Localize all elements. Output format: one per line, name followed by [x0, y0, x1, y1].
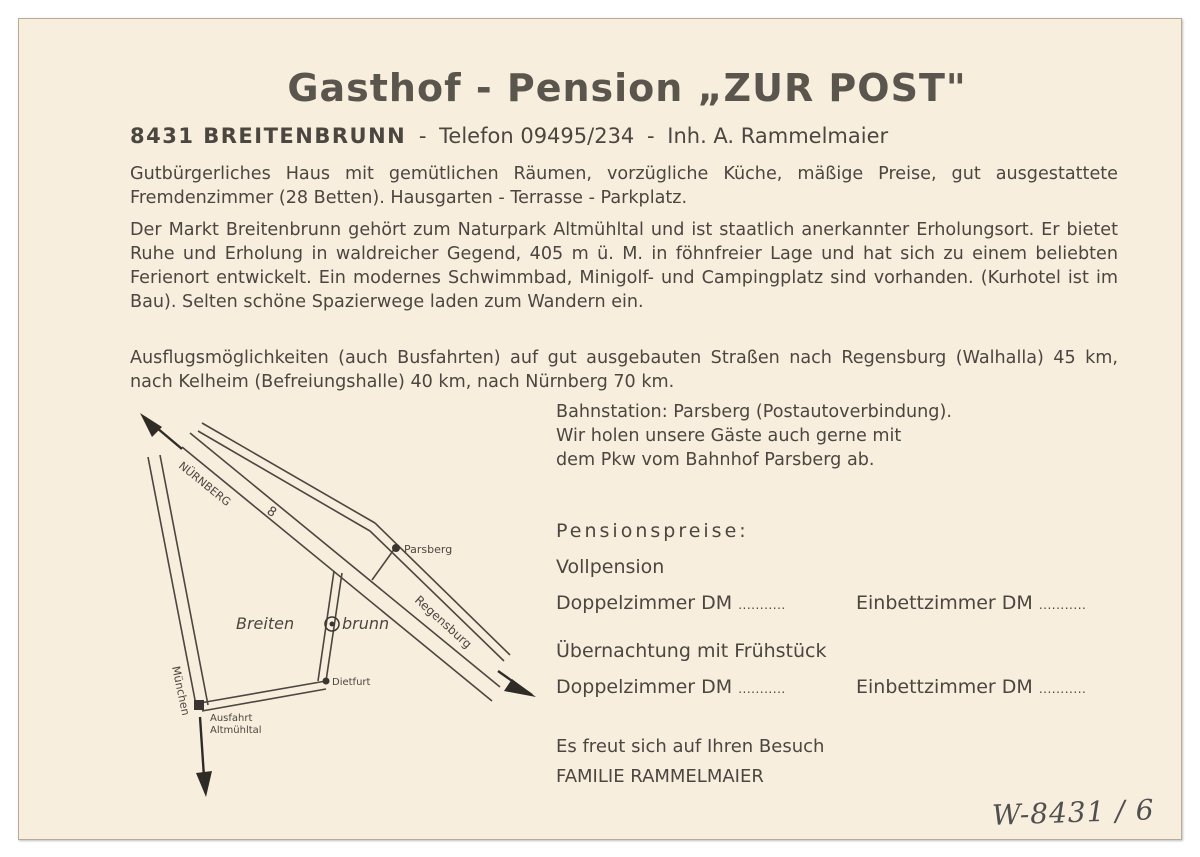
highway-line	[190, 433, 500, 687]
highway-line	[182, 447, 492, 701]
map-label-nuernberg: NÜRNBERG	[176, 459, 234, 509]
exit-marker-icon	[194, 700, 204, 710]
full-board-prices	[556, 592, 1087, 614]
map-label-regensburg: Regensburg	[411, 592, 475, 652]
arrow-nuernberg-icon	[140, 413, 162, 437]
closing-signature: FAMILIE RAMMELMAIER	[556, 766, 764, 787]
excursions-paragraph: Ausflugsmöglichkeiten (auch Busfahrten) auf gut ausgebauten Straßen nach Regensburg (Walhalla) 45 km, nach Kelheim (Befreiungshalle) 40 km, nach Nürnberg 70 km.	[130, 348, 1118, 392]
price-blank: ...........	[738, 682, 786, 696]
station-line: Bahnstation: Parsberg (Postautoverbindung).	[556, 402, 952, 422]
separator: -	[646, 124, 655, 148]
parsberg-marker-icon	[392, 544, 400, 552]
phone-number: Telefon 09495/234	[439, 124, 635, 148]
single-room-label: Einbettzimmer DM	[856, 676, 1033, 698]
connector-road	[372, 548, 395, 580]
connector-road	[326, 573, 342, 681]
munich-road-line	[160, 455, 208, 705]
dietfurt-marker-icon	[323, 678, 330, 685]
single-room-price	[856, 676, 1086, 698]
price-blank: ...........	[1038, 598, 1087, 612]
town-name: 8431 BREITENBRUNN	[130, 124, 407, 148]
double-room-label: Doppelzimmer DM	[556, 676, 733, 698]
single-room-label: Einbettzimmer DM	[856, 592, 1033, 614]
map-label-parsberg: Parsberg	[404, 543, 453, 556]
map-label-exit: Ausfahrt	[210, 713, 253, 724]
map-label-breiten: Breiten	[236, 614, 295, 633]
full-board-label: Vollpension	[556, 556, 665, 578]
station-line: Wir holen unsere Gäste auch gerne mit	[556, 426, 902, 446]
station-info	[556, 400, 952, 472]
federal-road-line	[202, 423, 375, 523]
map-label-exit-name: Altmühltal	[210, 725, 262, 736]
prices-heading: Pensionspreise:	[556, 520, 749, 542]
route-map	[130, 405, 550, 805]
map-label-dietfurt: Dietfurt	[332, 677, 371, 688]
location-paragraph: Der Markt Breitenbrunn gehört zum Naturpark Altmühltal und ist staatlich anerkannter Erholungsort. Er bietet Ruhe und Erholung in waldreicher Gegend, 405 m ü. M. in föhnfreier Lage und hat sich zu einem beliebten Ferienort entwickelt. Ein modernes Schwimmbad, Minigolf- und Campingplatz sind vorhanden. (Kurhotel ist im Bau). Selten schöne Spazierwege laden zum Wandern ein.	[130, 220, 1118, 312]
price-blank: ...........	[1038, 682, 1087, 696]
owner-name: Inh. A. Rammelmaier	[667, 124, 889, 148]
map-label-road-number: 8	[263, 503, 279, 521]
handwritten-note: W-8431 / 6	[991, 793, 1156, 832]
single-room-price	[856, 592, 1086, 614]
page-title: Gasthof - Pension „ZUR POST"	[287, 66, 967, 110]
station-line: dem Pkw vom Bahnhof Parsberg ab.	[556, 450, 875, 470]
separator: -	[418, 124, 427, 148]
double-room-label: Doppelzimmer DM	[556, 592, 733, 614]
bnb-prices	[556, 676, 1087, 698]
intro-paragraph: Gutbürgerliches Haus mit gemütlichen Räumen, vorzügliche Küche, mäßige Preise, gut ausgestattete Fremdenzimmer (28 Betten). Hausgarten - Terrasse - Parkplatz.	[130, 164, 1118, 208]
price-blank: ...........	[738, 598, 786, 612]
closing-greeting: Es freut sich auf Ihren Besuch	[556, 736, 825, 757]
address-line	[130, 124, 1120, 148]
map-label-muenchen: München	[169, 664, 193, 717]
map-label-brunn: brunn	[342, 614, 390, 633]
bnb-label: Übernachtung mit Frühstück	[556, 640, 827, 662]
